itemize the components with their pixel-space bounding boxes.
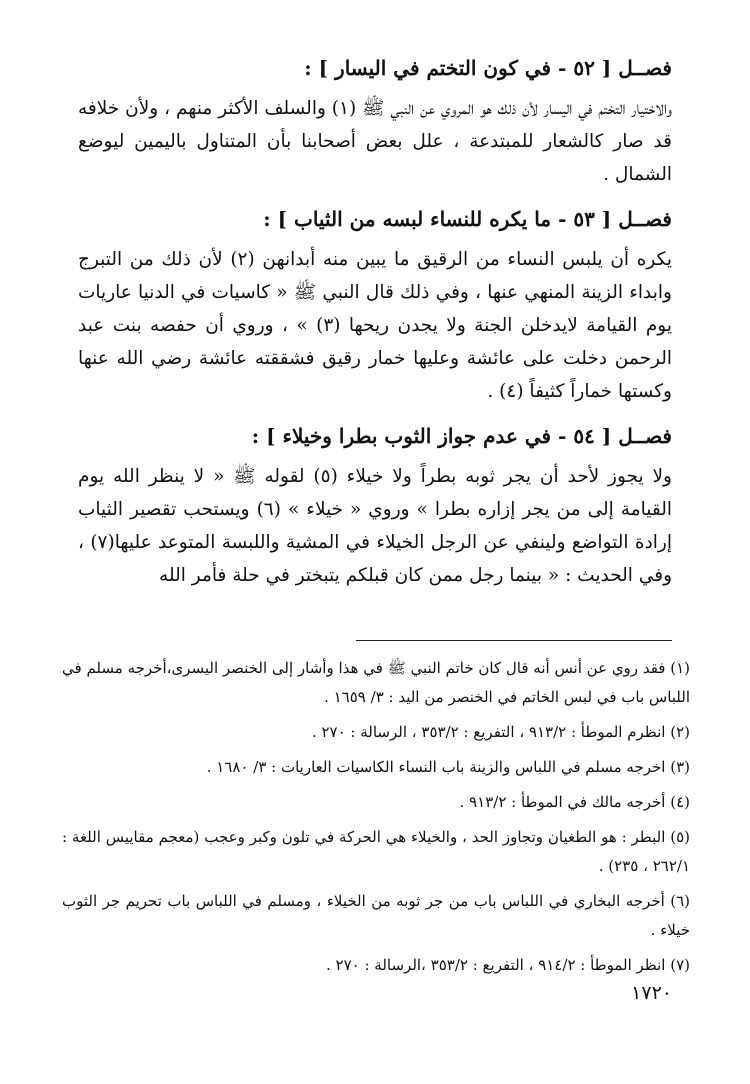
section-paragraph-54: ولا يجوز لأحد أن يجر ثوبه بطراً ولا خيلاء (٥) لقوله ﷺ « لا ينظر الله يوم القيامة إلى من يجر إزاره بطرا » وروي « خيلاء » (٦) ويستحب تقصير الثياب إرادة التواضع ولينفي عن الرجل الخيلاء في المشية واللبسة المتوعد عليها(٧) ، وفي الحديث : « بينما رجل ممن كان قبلكم يتبختر في حلة فأمر الله: [78, 466, 672, 586]
footnotes: [62, 654, 690, 986]
footnote-3: (٣) اخرجه مسلم في اللباس والزينة باب النساء الكاسيات العاريات : ٣/ ١٦٨٠ .: [206, 758, 690, 776]
page-number: ١٧٢٠: [631, 982, 672, 1004]
footnote-divider: [356, 640, 672, 641]
footnote-6: (٦) أخرجه البخاري في اللباس باب من جر ثوبه من الخيلاء ، ومسلم في اللباس باب تحريم جر الثوب خيلاء .: [62, 892, 690, 939]
footnote-7: (٧) انظر الموطأ : ٩١٤/٢ ، التفريع : ٣٥٣/٢ ،الرسالة : ٢٧٠ .: [325, 956, 690, 974]
footnote-4: (٤) أخرجه مالك في الموطأ : ٩١٣/٢ .: [459, 793, 690, 811]
footnote-5: (٥) البطر : هو الطغيان وتجاوز الحد ، والخيلاء هي الحركة في تلون وكبر وعجب (معجم مقاييس اللغة : ٢٦٢/١ ، ٢٣٥) .: [62, 828, 690, 875]
section-heading-52: فصــل [ ٥٢ - في كون التختم في اليسار ] :: [304, 56, 672, 80]
main-text: [78, 50, 672, 602]
section-heading-53: فصــل [ ٥٣ - ما يكره للنساء لبسه من الثياب ] :: [263, 207, 672, 231]
footnote-1: (١) فقد روي عن أنس أنه قال كان خاتم النبي ﷺ في هذا وأشار إلى الخنصر اليسرى،أخرجه مسلم في اللباس باب في لبس الخاتم في الخنصر من اليد : ٣/ ١٦٥٩ .: [62, 659, 690, 706]
section-paragraph-53: يكره أن يلبس النساء من الرقيق ما يبين منه أبدانهن (٢) لأن ذلك من التبرج وابداء الزينة المنهي عنها ، وفي ذلك قال النبي ﷺ « كاسيات في الدنيا عاريات يوم القيامة لايدخلن الجنة ولا يجدن ريحها (٣) » ، وروي أن حفصه بنت عبد الرحمن دخلت على عائشة وعليها خمار رقيق فشققته عائشة رضي الله عنها وكستها خماراً كثيفاً (٤) .: [78, 249, 672, 402]
section-paragraph-52: والاختيار التختم في اليسار لأن ذلك هو المروي عن النبي ﷺ (١) والسلف الأكثر منهم ، ولأن خلافه قد صار كالشعار للمبتدعة ، علل بعض أصحابنا بأن المتناول باليمين ليوضع الشمال .: [78, 98, 673, 185]
section-heading-54: فصــل [ ٥٤ - في عدم جواز الثوب بطرا وخيلاء ] :: [251, 424, 672, 448]
footnote-2: (٢) انظرم الموطأ : ٩١٣/٢ ، التفريع : ٣٥٣/٢ ، الرسالة : ٢٧٠ .: [311, 723, 690, 741]
